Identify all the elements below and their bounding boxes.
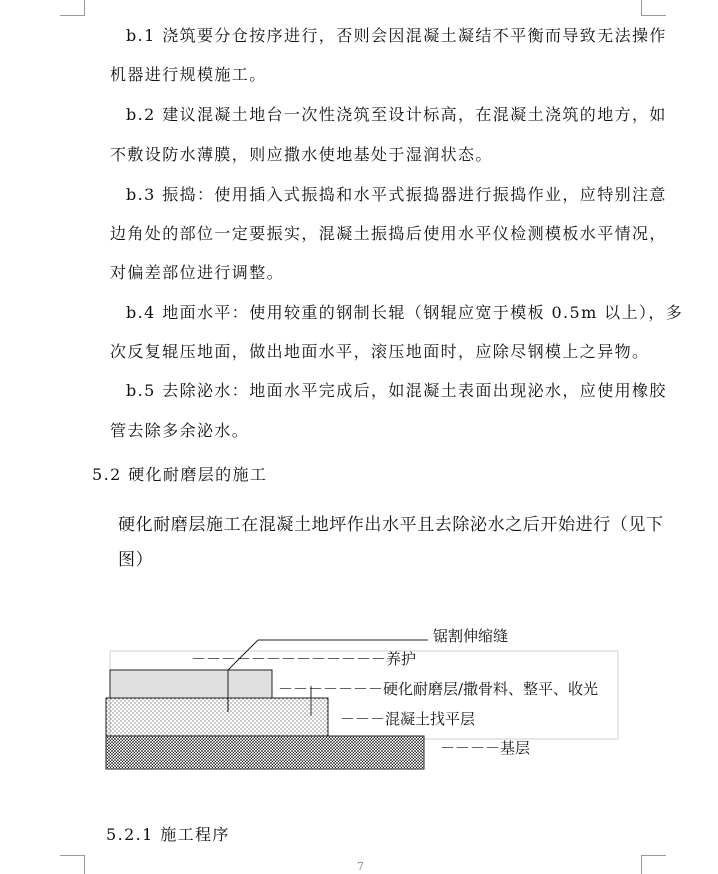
paragraph-b3-line2: 边角处的部位一定要振实，混凝土振捣后使用水平仪检测模板水平情况，: [110, 224, 667, 243]
label-curing: －－－－－－－－－－－－－养护: [191, 650, 417, 668]
label-leveling-layer: －－－混凝土找平层: [340, 710, 476, 728]
paragraph-b2-line2: 不敷设防水薄膜，则应撒水使地基处于湿润状态。: [110, 145, 493, 164]
paragraph-b3-line3: 对偏差部位进行调整。: [110, 263, 285, 282]
subsection-heading: 5.2.1 施工程序: [106, 825, 230, 844]
paragraph-b1-line1: b.1 浇筑要分仓按序进行，否则会因混凝土凝结不平衡而导致无法操作: [126, 26, 667, 45]
paragraph-b5-line1: b.5 去除泌水：地面水平完成后，如混凝土表面出现泌水，应使用橡胶: [126, 381, 667, 400]
label-saw-cut-joint: 锯割伸缩缝: [433, 627, 509, 645]
label-hardener-layer: －－－－－－－硬化耐磨层/撒骨料、整平、收光: [278, 680, 599, 698]
paragraph-b4-line2: 次反复辊压地面，做出地面水平，滚压地面时，应除尽钢模上之异物。: [110, 342, 650, 361]
paragraph-b5-line2: 管去除多余泌水。: [110, 421, 250, 440]
base-layer: [106, 736, 424, 769]
label-base-layer: －－－－基层: [440, 739, 531, 757]
concrete-leveling-layer: [106, 698, 328, 736]
paragraph-b2-line1: b.2 建议混凝土地台一次性浇筑至设计标高，在混凝土浇筑的地方，如: [126, 105, 667, 124]
paragraph-b4-line1: b.4 地面水平：使用较重的钢制长辊（钢辊应宽于模板 0.5m 以上），多: [126, 303, 684, 322]
body-line1: 硬化耐磨层施工在混凝土地坪作出水平且去除泌水之后开始进行（见下: [118, 515, 664, 535]
paragraph-b3-line1: b.3 振捣：使用插入式振捣和水平式振捣器进行振捣作业，应特别注意: [126, 185, 667, 204]
section-heading: 5.2 硬化耐磨层的施工: [92, 465, 268, 484]
page-number: 7: [357, 860, 364, 873]
body-line2: 图）: [118, 550, 154, 570]
paragraph-b1-line2: 机器进行规模施工。: [110, 65, 267, 84]
hardener-layer: [110, 670, 272, 698]
